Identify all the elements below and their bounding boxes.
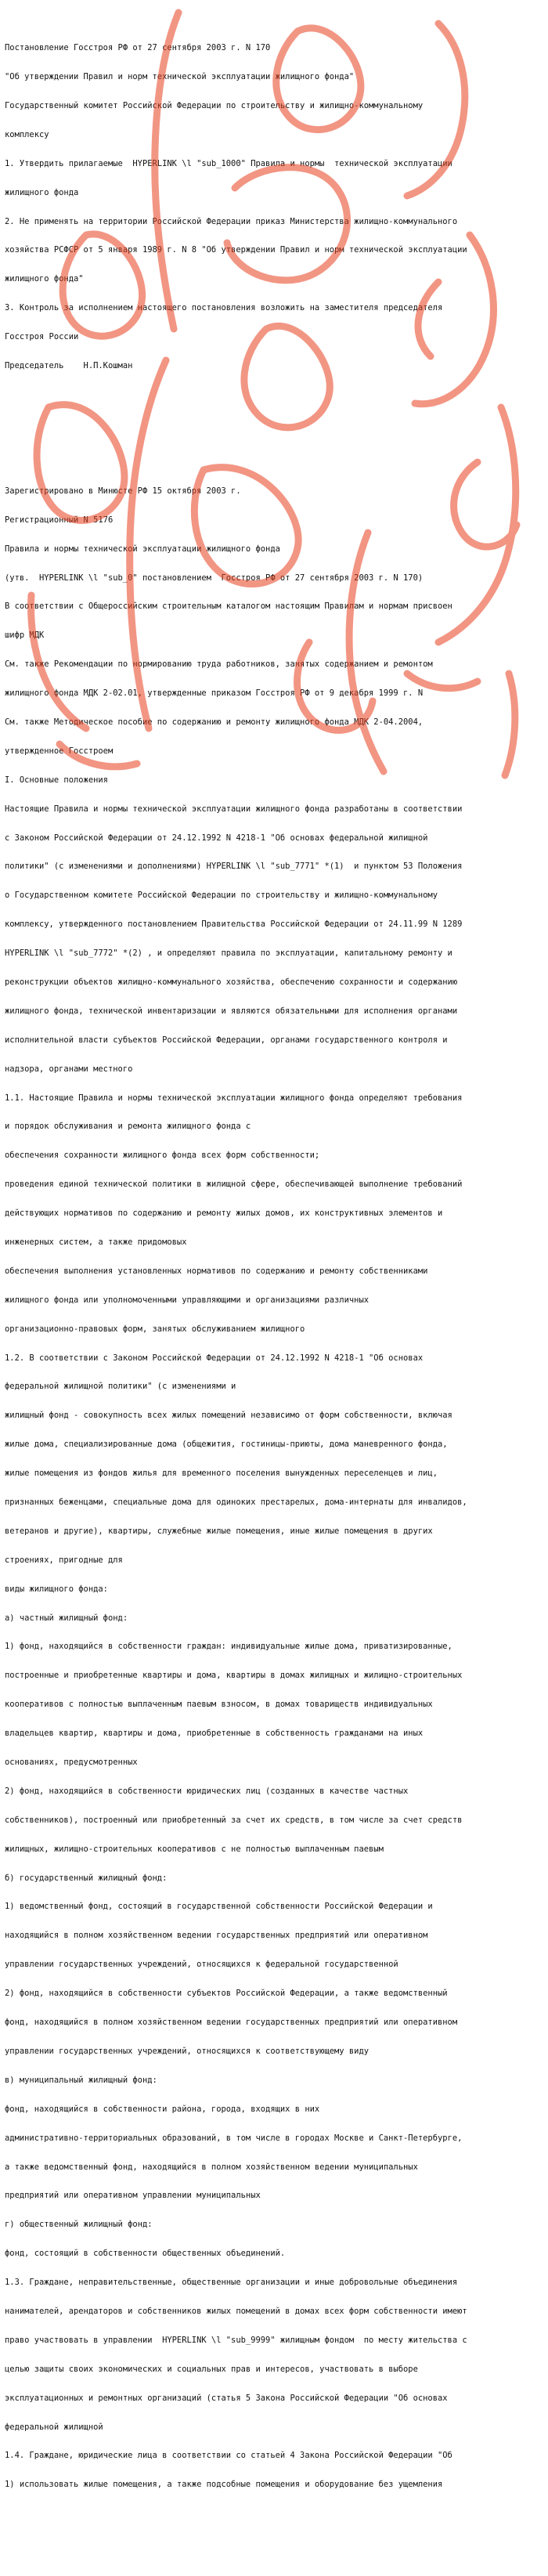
text-line: федеральной жилищной: [5, 2422, 103, 2432]
text-line: Регистрационный N 5176: [5, 515, 114, 525]
text-line: комплексу: [5, 129, 49, 139]
text-line: HYPERLINK \l "sub_7772" *(2) , и определяют правила по эксплуатации, капитальному ремонту и: [5, 948, 452, 959]
text-line: хозяйства РСФСР от 5 января 1989 г. N 8 "Об утверждении Правил и норм технической эксплуатации: [5, 245, 467, 255]
text-line: нанимателей, арендаторов и собственников жилых помещений в домах всех форм собственности имеют: [5, 2306, 467, 2316]
text-line: 1.1. Настоящие Правила и нормы технической эксплуатации жилищного фонда определяют требования: [5, 1093, 463, 1103]
text-line: с Законом Российской Федерации от 24.12.1992 N 4218-1 "Об основах федеральной жилищной: [5, 833, 428, 843]
text-line: Постановление Госстроя РФ от 27 сентября 2003 г. N 170: [5, 43, 271, 53]
text-line: фонд, находящийся в полном хозяйственном ведении государственных предприятий или оперативном: [5, 2018, 458, 2028]
text-line: Государственный комитет Российской Федерации по строительству и жилищно-коммунальному: [5, 100, 424, 110]
text-line: ветеранов и другие), квартиры, служебные жилые помещения, иные жилые помещения в других: [5, 1526, 433, 1536]
text-line: шифр МДК: [5, 630, 45, 641]
text-line: а также ведомственный фонд, находящийся в полном хозяйственном ведении муниципальных: [5, 2162, 418, 2172]
text-line: утвержденное Госстроем: [5, 746, 114, 756]
text-line: о Государственном комитете Российской Федерации по строительству и жилищно-коммунальному: [5, 891, 438, 901]
text-line: построенные и приобретенные квартиры и дома, квартиры в домах жилищных и жилищно-строительных: [5, 1671, 463, 1681]
text-line: жилищных, жилищно-строительных кооперативов с не полностью выплаченным паевым: [5, 1844, 384, 1854]
text-line: проведения единой технической политики в жилищной сфере, обеспечивающей выполнение требований: [5, 1180, 463, 1190]
document-page: [5, 5, 545, 2576]
text-line: Госстроя России: [5, 332, 79, 342]
text-line: жилые дома, специализированные дома (общежития, гостиницы-приюты, дома маневренного фонда,: [5, 1440, 448, 1450]
text-line: Правила и нормы технической эксплуатации жилищного фонда: [5, 544, 280, 554]
text-line: г) общественный жилищный фонд:: [5, 2220, 153, 2230]
text-line: административно-территориальных образований, в том числе в городах Москве и Санкт-Петербурге,: [5, 2133, 463, 2143]
text-line: жилищного фонда МДК 2-02.01, утвержденные приказом Госстроя РФ от 9 декабря 1999 г. N: [5, 688, 424, 699]
text-line: находящийся в полном хозяйственном ведении государственных предприятий или оперативном: [5, 1931, 428, 1941]
text-line: и порядок обслуживания и ремонта жилищного фонда с: [5, 1122, 251, 1132]
text-line: политики" (с изменениями и дополнениями) HYPERLINK \l "sub_7771" *(1) и пунктом 53 Положения: [5, 862, 463, 872]
text-line: инженерных систем, а также придомовых: [5, 1237, 187, 1247]
text-line: основаниях, предусмотренных: [5, 1758, 138, 1768]
text-line: жилищного фонда, технической инвентаризации и являются обязательными для исполнения органами: [5, 1006, 458, 1016]
text-line: кооперативов с полностью выплаченным паевым взносом, в домах товариществ индивидуальных: [5, 1700, 433, 1710]
text-line: эксплуатационных и ремонтных организаций (статья 5 Закона Российской Федерации "Об основах: [5, 2393, 448, 2403]
text-line: 1) использовать жилые помещения, а также подсобные помещения и оборудование без ущемления: [5, 2480, 443, 2490]
rules-body: [5, 467, 545, 2567]
text-line: жилищного фонда": [5, 274, 84, 284]
signature-line: Председатель Н.П.Кошман: [5, 360, 133, 370]
text-line: исполнительной власти субъектов Российской Федерации, органами государственного контроля и: [5, 1035, 448, 1045]
text-line: надзора, органами местного: [5, 1064, 133, 1074]
text-line: собственников), построенный или приобретенный за счет их средств, в том числе за счет средств: [5, 1815, 463, 1825]
text-line: жилищного фонда: [5, 187, 79, 197]
text-line: право участвовать в управлении HYPERLINK \l "sub_9999" жилищным фондом по месту жительства с: [5, 2335, 467, 2345]
text-line: (утв. HYPERLINK \l "sub_0" постановлением Госстроя РФ от 27 сентября 2003 г. N 170): [5, 573, 424, 583]
text-line: предприятий или оперативном управлении муниципальных: [5, 2191, 261, 2201]
text-line: 1.4. Граждане, юридические лица в соответствии со статьей 4 Закона Российской Федерации "Об: [5, 2451, 452, 2461]
text-line: 1.3. Граждане, неправительственные, общественные организации и иные добровольные объединения: [5, 2278, 458, 2288]
text-line: 2) фонд, находящийся в собственности юридических лиц (созданных в качестве частных: [5, 1786, 409, 1796]
text-line: См. также Рекомендации по нормированию труда работников, занятых содержанием и ремонтом: [5, 659, 433, 670]
blank-line: [5, 438, 545, 447]
text-line: В соответствии с Общероссийским строительным каталогом настоящим Правилам и нормам присвоен: [5, 602, 452, 612]
text-line: целью защиты своих экономических и социальных прав и интересов, участвовать в выборе: [5, 2364, 418, 2374]
decree-header: [5, 24, 545, 390]
text-line: [5, 2509, 545, 2518]
text-line: управлении государственных учреждений, относящихся к соответствующему виду: [5, 2046, 370, 2056]
text-line: реконструкции объектов жилищно-коммунального хозяйства, обеспечению сохранности и содержанию: [5, 977, 458, 987]
text-line: 1) ведомственный фонд, состоящий в государственной собственности Российской Федерации и: [5, 1902, 433, 1912]
text-line: 2) фонд, находящийся в собственности субъектов Российской Федерации, а также ведомственный: [5, 1989, 448, 1999]
text-line: См. также Методическое пособие по содержанию и ремонту жилищного фонда МДК 2-04.2004,: [5, 717, 424, 727]
text-line: жилые помещения из фондов жилья для временного поселения вынужденных переселенцев и лиц,: [5, 1469, 438, 1479]
text-line: [5, 2538, 545, 2547]
text-line: организационно-правовых форм, занятых обслуживанием жилищного: [5, 1324, 305, 1334]
text-line: в) муниципальный жилищный фонд:: [5, 2075, 157, 2085]
text-line: признанных беженцами, специальные дома для одиноких престарелых, дома-интернаты для инвалидов,: [5, 1498, 467, 1508]
text-line: 2. Не применять на территории Российской Федерации приказ Министерства жилищно-коммунального: [5, 216, 458, 226]
text-line: "Об утверждении Правил и норм технической эксплуатации жилищного фонда": [5, 72, 355, 82]
text-line: обеспечения выполнения установленных нормативов по содержанию и ремонту собственниками: [5, 1266, 428, 1276]
text-line: жилищный фонд - совокупность всех жилых помещений независимо от форм собственности, включая: [5, 1411, 452, 1421]
text-line: 1. Утвердить прилагаемые HYPERLINK \l "sub_1000" Правила и нормы технической эксплуатации: [5, 158, 452, 168]
text-line: 1.2. В соответствии с Законом Российской Федерации от 24.12.1992 N 4218-1 "Об основах: [5, 1353, 424, 1363]
text-line: владельцев квартир, квартиры и дома, приобретенные в собственность гражданами на иных: [5, 1729, 424, 1739]
section-heading: I. Основные положения: [5, 775, 108, 785]
blank-line: [5, 409, 545, 418]
text-line: б) государственный жилищный фонд:: [5, 1873, 168, 1883]
text-line: Зарегистрировано в Минюсте РФ 15 октября 2003 г.: [5, 486, 241, 496]
text-line: фонд, состоящий в собственности общественных объединений.: [5, 2249, 286, 2259]
text-line: действующих нормативов по содержанию и ремонту жилых домов, их конструктивных элементов и: [5, 1209, 443, 1219]
text-line: 3. Контроль за исполнением настоящего постановления возложить на заместителя председателя: [5, 303, 443, 313]
text-line: управлении государственных учреждений, относящихся к федеральной государственной: [5, 1960, 398, 1970]
text-line: Настоящие Правила и нормы технической эксплуатации жилищного фонда разработаны в соответствии: [5, 804, 463, 814]
text-line: жилищного фонда или уполномоченными управляющими и организациями различных: [5, 1295, 370, 1305]
text-line: виды жилищного фонда:: [5, 1584, 108, 1594]
text-line: федеральной жилищной политики" (с изменениями и: [5, 1382, 236, 1392]
text-line: обеспечения сохранности жилищного фонда всех форм собственности;: [5, 1151, 320, 1161]
text-line: 1) фонд, находящийся в собственности граждан: индивидуальные жилые дома, приватизированные,: [5, 1642, 452, 1652]
text-line: строениях, пригодные для: [5, 1555, 123, 1565]
text-line: а) частный жилищный фонд:: [5, 1613, 128, 1623]
text-line: фонд, находящийся в собственности района, города, входящих в них: [5, 2104, 320, 2114]
text-line: комплексу, утвержденного постановлением Правительства Российской Федерации от 24.11.99 N 1289: [5, 919, 463, 930]
